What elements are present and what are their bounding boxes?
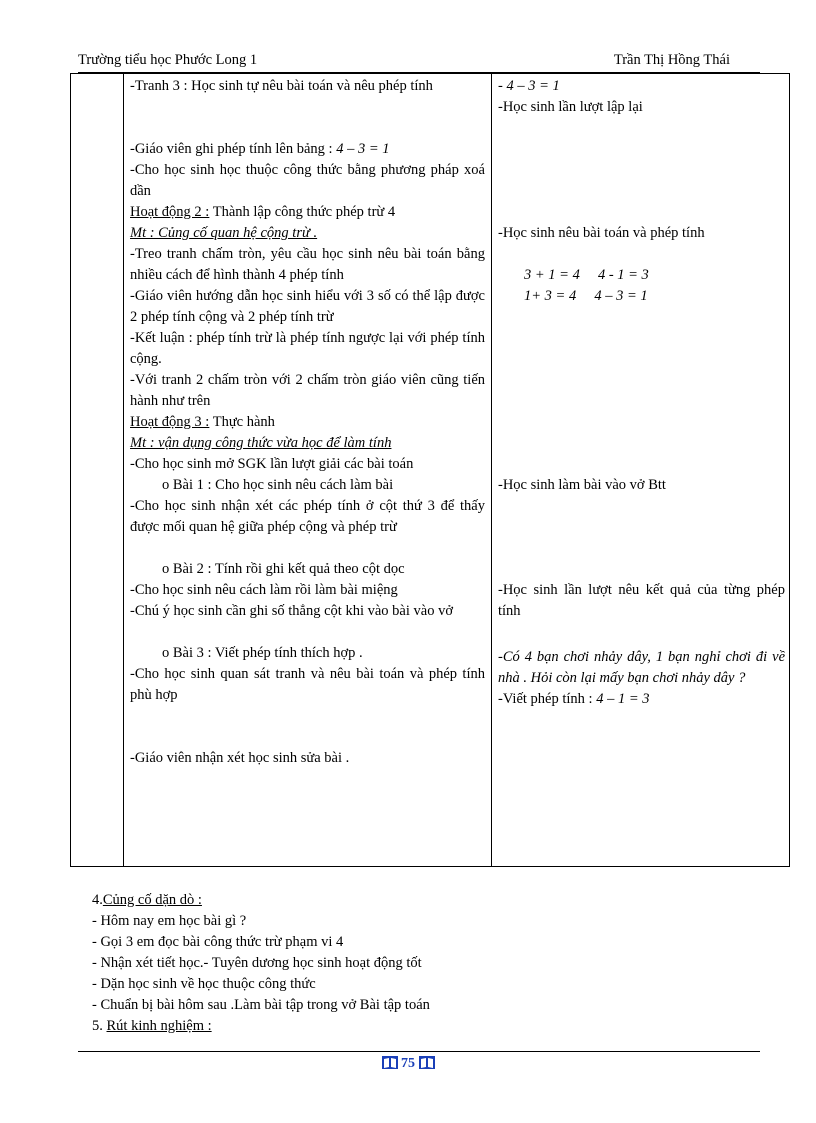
footer-item: - Gọi 3 em đọc bài công thức trừ phạm vi 4 (92, 934, 344, 950)
book-icon (382, 1056, 398, 1074)
school-name: Trường tiểu học Phước Long 1 (78, 52, 258, 68)
formula-row: 1+ 3 = 4 4 – 3 = 1 (524, 288, 648, 304)
t-line: -Cho học sinh nêu cách làm rồi làm bài miệng (130, 582, 398, 598)
s-line: -Viết phép tính : 4 – 1 = 3 (498, 691, 650, 707)
footer-rule (78, 1051, 760, 1052)
time-column (71, 74, 124, 867)
activity-2-objective: Mt : Củng cố quan hệ cộng trừ . (130, 225, 318, 241)
t-line: -Treo tranh chấm tròn, yêu cầu học sinh nêu bài toán bằng nhiều cách để hình thành 4 phép tính (130, 246, 485, 283)
book-icon (419, 1056, 435, 1074)
footer-item: - Nhận xét tiết học.- Tuyên dương học sinh hoạt động tốt (92, 955, 422, 971)
page-number-bar (0, 1056, 816, 1074)
page-header (78, 50, 760, 73)
formula-row: 3 + 1 = 4 4 - 1 = 3 (524, 267, 649, 283)
activity-3-objective: Mt : vận dụng công thức vừa học để làm tính (130, 435, 392, 451)
s-line: -Học sinh lần lượt nêu kết quả của từng phép tính (498, 582, 785, 619)
t-line: -Chú ý học sinh cần ghi số thẳng cột khi vào bài vào vở (130, 603, 453, 619)
section-4-title: 4.Củng cố dặn dò : (92, 892, 202, 908)
activity-2-title: Hoạt động 2 : Thành lập công thức phép trừ 4 (130, 204, 396, 220)
footer-item: - Dặn học sinh về học thuộc công thức (92, 976, 316, 992)
t-line: -Cho học sinh nhận xét các phép tính ở cột thứ 3 để thấy được mối quan hệ giữa phép cộng và phép trừ (130, 498, 485, 535)
formula: 4 – 3 = 1 (336, 141, 390, 157)
section-5-title: 5. Rút kinh nghiệm : (92, 1018, 212, 1034)
student-activities (492, 74, 790, 867)
footer-item: - Chuẩn bị bài hôm sau .Làm bài tập trong vở Bài tập toán (92, 997, 430, 1013)
s-line: -Học sinh làm bài vào vở Btt (498, 477, 666, 493)
teacher-name: Trần Thị Hồng Thái (613, 52, 730, 68)
s-line: -Học sinh nêu bài toán và phép tính (498, 225, 705, 241)
t-line: -Giáo viên ghi phép tính lên bảng : 4 – 3 = 1 (130, 141, 390, 157)
t-line: -Cho học sinh mở SGK lần lượt giải các bài toán (130, 456, 414, 472)
lesson-table (70, 73, 790, 867)
t-line: -Tranh 3 : Học sinh tự nêu bài toán và nêu phép tính (130, 78, 433, 94)
t-line: -Giáo viên nhận xét học sinh sửa bài . (130, 750, 350, 766)
consolidation-section (92, 890, 752, 1037)
t-line: -Với tranh 2 chấm tròn với 2 chấm tròn giáo viên cũng tiến hành như trên (130, 372, 485, 409)
exercise-3: o Bài 3 : Viết phép tính thích hợp . (162, 645, 363, 661)
page-number: 75 (401, 1056, 415, 1071)
formula: 4 – 3 = 1 (506, 78, 560, 94)
t-line: -Kết luận : phép tính trừ là phép tính ngược lại với phép tính cộng. (130, 330, 485, 367)
t-line: -Cho học sinh học thuộc công thức bằng phương pháp xoá dần (130, 162, 485, 199)
t-line: -Cho học sinh quan sát tranh và nêu bài toán và phép tính phù hợp (130, 666, 485, 703)
t-line: -Giáo viên hướng dẫn học sinh hiểu với 3 số có thể lập được 2 phép tính cộng và 2 phép tính trừ (130, 288, 485, 325)
teacher-activities (124, 74, 492, 867)
formula: 4 – 1 = 3 (596, 691, 650, 707)
footer-item: - Hôm nay em học bài gì ? (92, 913, 247, 929)
exercise-1: o Bài 1 : Cho học sinh nêu cách làm bài (162, 477, 394, 493)
word-problem: -Có 4 bạn chơi nhảy dây, 1 bạn nghỉ chơi đi về nhà . Hỏi còn lại mấy bạn chơi nhảy dây ? (498, 649, 785, 686)
s-line: -Học sinh lần lượt lập lại (498, 99, 643, 115)
exercise-2: o Bài 2 : Tính rồi ghi kết quả theo cột dọc (162, 561, 405, 577)
s-line: - 4 – 3 = 1 (498, 78, 560, 94)
activity-3-title: Hoạt động 3 : Thực hành (130, 414, 275, 430)
